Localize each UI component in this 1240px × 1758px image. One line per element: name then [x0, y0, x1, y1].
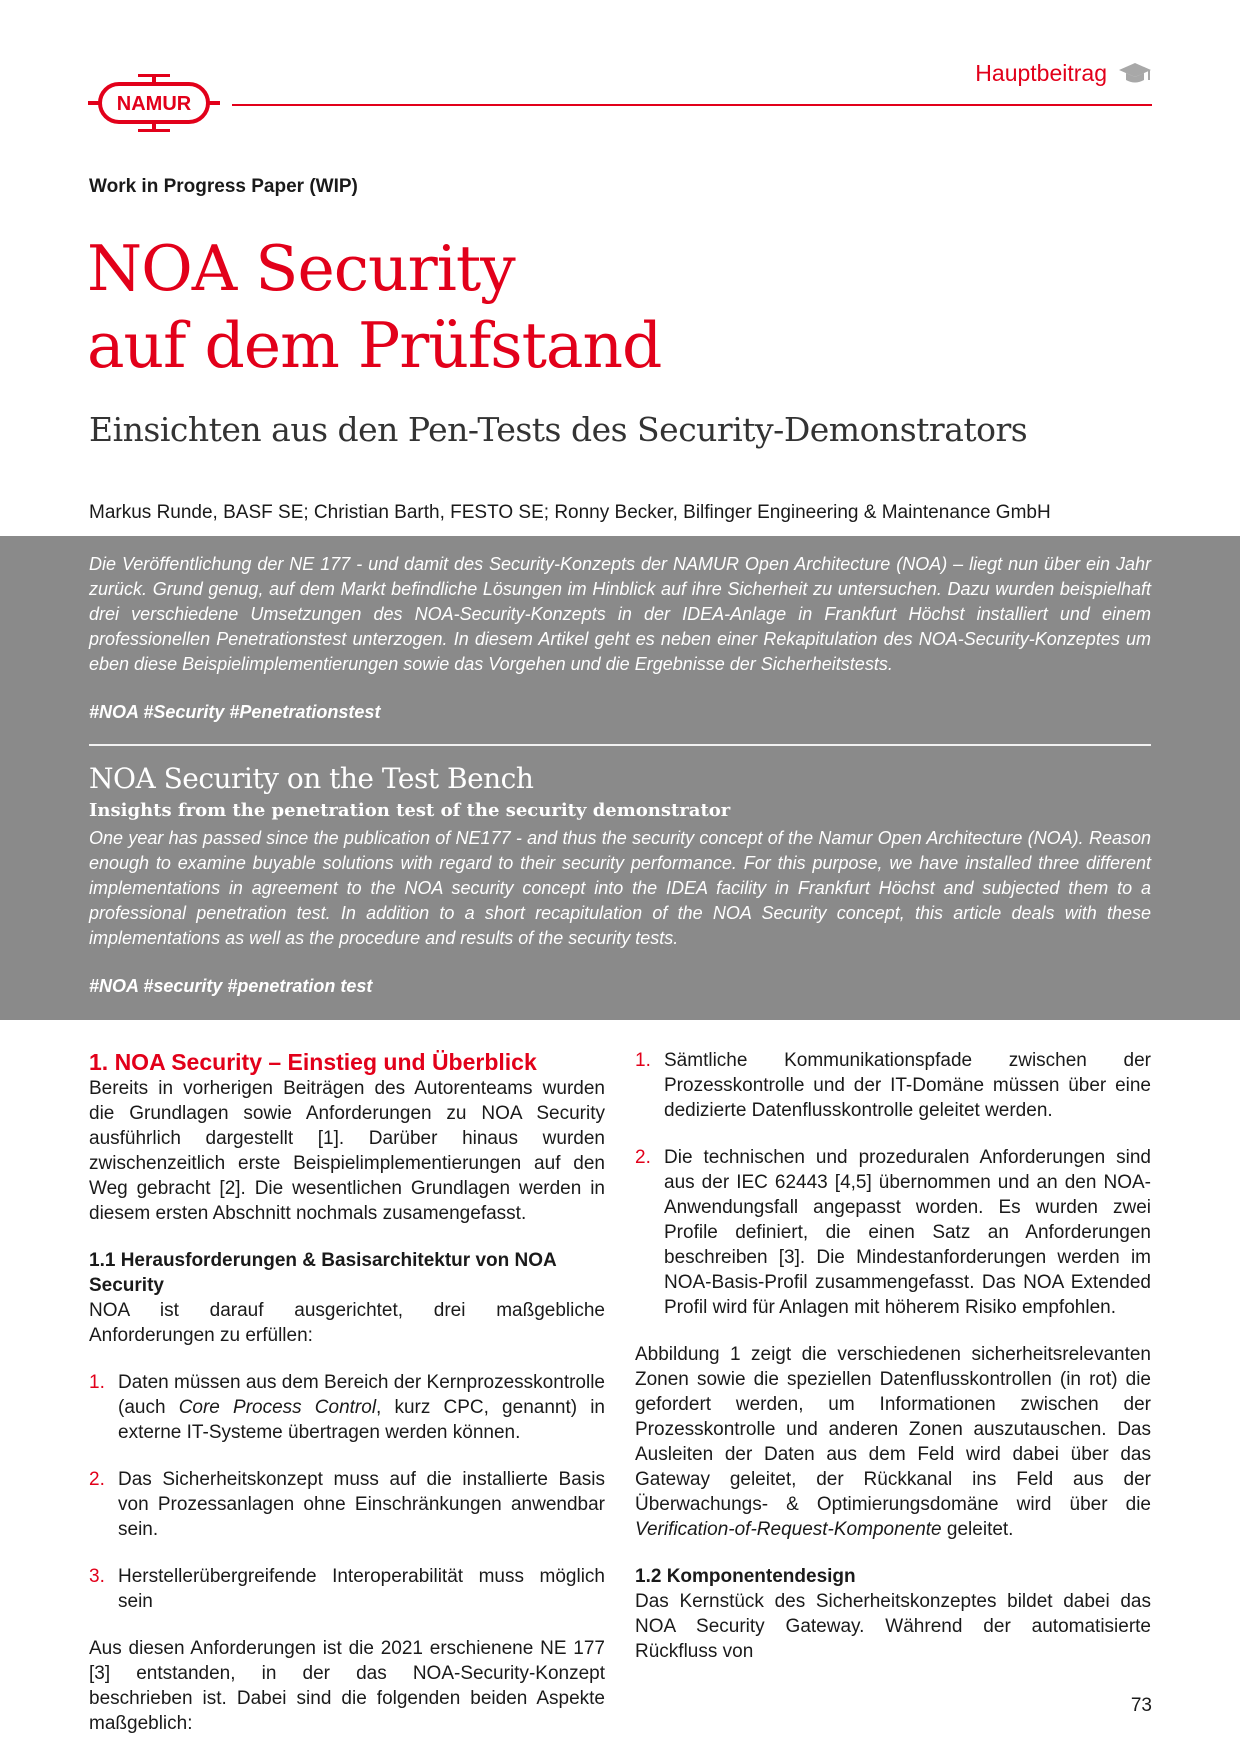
graduation-cap-icon [1118, 61, 1152, 85]
paragraph-emphasis: Verification-of-Request-Komponente [635, 1519, 942, 1540]
page-title [87, 230, 661, 384]
page-subtitle: Einsichten aus den Pen-Tests des Security-Demonstrators [89, 410, 1028, 449]
list-item [635, 1145, 1151, 1320]
right-column [635, 1048, 1151, 1686]
list-item [635, 1048, 1151, 1123]
english-title: NOA Security on the Test Bench [89, 762, 534, 795]
list-text: Sämtliche Kommunikationspfade zwischen der Prozesskontrolle und der IT-Domäne müssen über eine dedizierte Datenflusskontrolle geleitet werden. [664, 1050, 1151, 1121]
abstract-divider [89, 744, 1151, 746]
english-subtitle: Insights from the penetration test of the security demonstrator [89, 800, 731, 821]
figure-description-paragraph [635, 1342, 1151, 1542]
subsection-text-1-1: NOA ist darauf ausgerichtet, drei maßgebliche Anforderungen zu erfüllen: [89, 1300, 605, 1346]
list-item [89, 1564, 605, 1614]
list-text: Das Sicherheitskonzept muss auf die installierte Basis von Prozessanlagen ohne Einschränkungen anwendbar sein. [118, 1469, 605, 1540]
hashtags-german: #NOA #Security #Penetrationstest [89, 702, 381, 722]
aspects-list [635, 1048, 1151, 1320]
paragraph-text: Abbildung 1 zeigt die verschiedenen sicherheitsrelevanten Zonen sowie die speziellen Datenflusskontrollen (in rot) die gefordert werden, um Informationen zwischen der Prozesskontrolle und anderen Zonen auszutauschen. Das Ausleiten der Daten aus dem Feld wird dabei über das Gateway geleitet, der Rückkanal ins Feld aus der Überwachungs- & Optimierungsdomäne wird über die [635, 1344, 1151, 1515]
list-number: 3. [89, 1566, 105, 1587]
closing-paragraph: Aus diesen Anforderungen ist die 2021 erschienene NE 177 [3] entstanden, in der das NOA-Security-Konzept beschrieben ist. Dabei sind die folgenden beiden Aspekte maßgeblich: [89, 1638, 605, 1734]
abstract-german: Die Veröffentlichung der NE 177 - und damit des Security-Konzepts der NAMUR Open Architecture (NOA) – liegt nun über ein Jahr zurück. Grund genug, auf dem Markt befindliche Lösungen im Hinblick auf ihre Sicherheit zu untersuchen. Dazu wurden beispielhaft drei verschiedene Umsetzungen des NOA-Security-Konzepts in der IDEA-Anlage in Frankfurt Höchst installiert und einem professionellen Penetrationstest unterzogen. In diesem Artikel geht es neben einer Rekapitulation des NOA-Security-Konzeptes um eben diese Beispielimplementierungen sowie das Vorgehen und die Ergebnisse der Sicherheitstests. [89, 554, 1151, 674]
authors: Markus Runde, BASF SE; Christian Barth, FESTO SE; Ronny Becker, Bilfinger Engineering & Maintenance GmbH [89, 502, 1051, 523]
page-number: 73 [1130, 1695, 1152, 1716]
section-heading: 1. NOA Security – Einstieg und Überblick [89, 1049, 537, 1075]
title-line-2: auf dem Prüfstand [87, 309, 662, 382]
namur-logo [88, 72, 220, 134]
requirements-list [89, 1370, 605, 1614]
list-number: 2. [89, 1469, 105, 1490]
list-text: Herstellerübergreifende Interoperabilität muss möglich sein [118, 1566, 605, 1612]
section-tag: Hauptbeitrag [975, 60, 1107, 86]
abstract-english: One year has passed since the publication of NE177 - and thus the security concept of the Namur Open Architecture (NOA). Reason enough to examine buyable solutions with regard to their security performance. For this purpose, we have installed three different implementations in agreement to the NOA security concept into the IDEA facility in Frankfurt Höchst and subjected them to a professional penetration test. In addition to a short recapitulation of the NOA Security concept, this article deals with these implementations as well as the procedure and results of the security tests. [89, 828, 1151, 948]
list-text-emphasis: Core Process Control [178, 1397, 377, 1418]
logo-text: NAMUR [116, 93, 192, 115]
list-item [89, 1467, 605, 1542]
title-line-1: NOA Security [87, 232, 515, 305]
subsection-heading-1-2: 1.2 Komponentendesign [635, 1566, 856, 1587]
list-number: 1. [89, 1372, 105, 1393]
list-text: Daten müssen aus dem Bereich der Kernprozesskontrolle (auch [118, 1372, 605, 1418]
subsection-heading-1-1: 1.1 Herausforderungen & Basisarchitektur von NOA Security [89, 1250, 557, 1296]
list-number: 2. [635, 1147, 651, 1168]
intro-paragraph: Bereits in vorherigen Beiträgen des Autorenteams wurden die Grundlagen sowie Anforderungen zu NOA Security ausführlich dargestellt [1]. Darüber hinaus wurden zwischenzeitlich erste Beispielimplementierungen auf den Weg gebracht [2]. Die wesentlichen Grundlagen werden in diesem ersten Abschnitt nochmals zusamengefasst. [89, 1078, 605, 1224]
list-text: Die technischen und prozeduralen Anforderungen sind aus der IEC 62443 [4,5] übernommen und an den NOA-Anwendungsfall angepasst worden. Es wurden zwei Profile definiert, die einen Satz an Anforderungen beschreiben [3]. Die Mindestanforderungen werden im NOA-Basis-Profil zusammengefasst. Das NOA Extended Profil wird für Anlagen mit höherem Risiko empfohlen. [664, 1147, 1151, 1318]
list-item [89, 1370, 605, 1445]
paragraph-text: geleitet. [941, 1519, 1014, 1540]
list-text: , kurz CPC, genannt) in externe IT-Systeme übertragen werden können. [118, 1397, 605, 1443]
subsection-text-1-2: Das Kernstück des Sicherheitskonzeptes bildet dabei das NOA Security Gateway. Während der automatisierte Rückfluss von [635, 1591, 1151, 1662]
left-column [89, 1048, 605, 1758]
header-rule [232, 104, 1152, 106]
hashtags-english: #NOA #security #penetration test [89, 976, 373, 996]
paper-type: Work in Progress Paper (WIP) [89, 176, 358, 197]
list-number: 1. [635, 1050, 651, 1071]
